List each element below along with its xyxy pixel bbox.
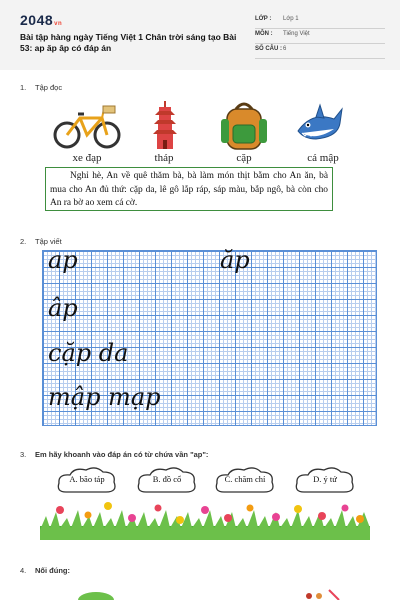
caption-thap: tháp <box>154 152 174 164</box>
section-2-heading: 2. Tập viết <box>20 237 62 246</box>
bicycle-icon <box>52 104 122 150</box>
section-4-heading: 4. Nối đúng: <box>20 566 70 575</box>
caption-xe-dap: xe đạp <box>72 152 102 164</box>
meta-row-count: SỐ CÂU : 6 <box>255 44 385 59</box>
bush-icon <box>76 590 116 600</box>
handwriting-cap-da: cặp da <box>48 339 129 367</box>
reading-passage: Nghỉ hè, An về quê thăm bà, bà làm món thịt bằm cho An ăn, bà mua cho An đủ thứ: cặp da, lê gô lắp ráp, sáp màu, bắp ngô, bà còn cho An ra bờ ao xem cá cờ. <box>45 167 333 211</box>
handwriting-ap: ap <box>48 246 78 274</box>
answer-b[interactable]: B. đồ cổ <box>136 466 198 496</box>
section-3-heading: 3. Em hãy khoanh vào đáp án có từ chứa vần "ap": <box>20 450 209 459</box>
site-logo[interactable]: 2048vn <box>20 12 63 28</box>
handwriting-ap-breve: ăp <box>220 246 250 274</box>
shark-icon <box>294 103 344 147</box>
page-title: Bài tập hàng ngày Tiếng Việt 1 Chân trời sáng tạo Bài 53: ap ăp âp có đáp án <box>20 32 237 53</box>
handwriting-ap-circumflex: âp <box>48 294 78 322</box>
page-header <box>0 0 400 70</box>
section-1-heading: 1. Tập đọc <box>20 83 63 92</box>
caption-cap: cặp <box>236 152 252 164</box>
backpack-icon <box>219 101 269 151</box>
flower-grass-decoration-icon <box>40 500 370 540</box>
pagoda-tower-icon <box>153 101 177 151</box>
answer-c[interactable]: C. chăm chỉ <box>214 466 276 496</box>
answer-a[interactable]: A. bão táp <box>56 466 118 496</box>
caption-ca-map: cá mập <box>307 152 339 164</box>
illustration-icon <box>295 588 345 600</box>
meta-table <box>255 14 385 59</box>
answer-d[interactable]: D. ý tứ <box>294 466 356 496</box>
handwriting-map-map: mập mạp <box>48 383 161 411</box>
meta-row-class: LỚP : Lớp 1 <box>255 14 385 29</box>
meta-row-subject: MÔN : Tiếng Việt <box>255 29 385 44</box>
